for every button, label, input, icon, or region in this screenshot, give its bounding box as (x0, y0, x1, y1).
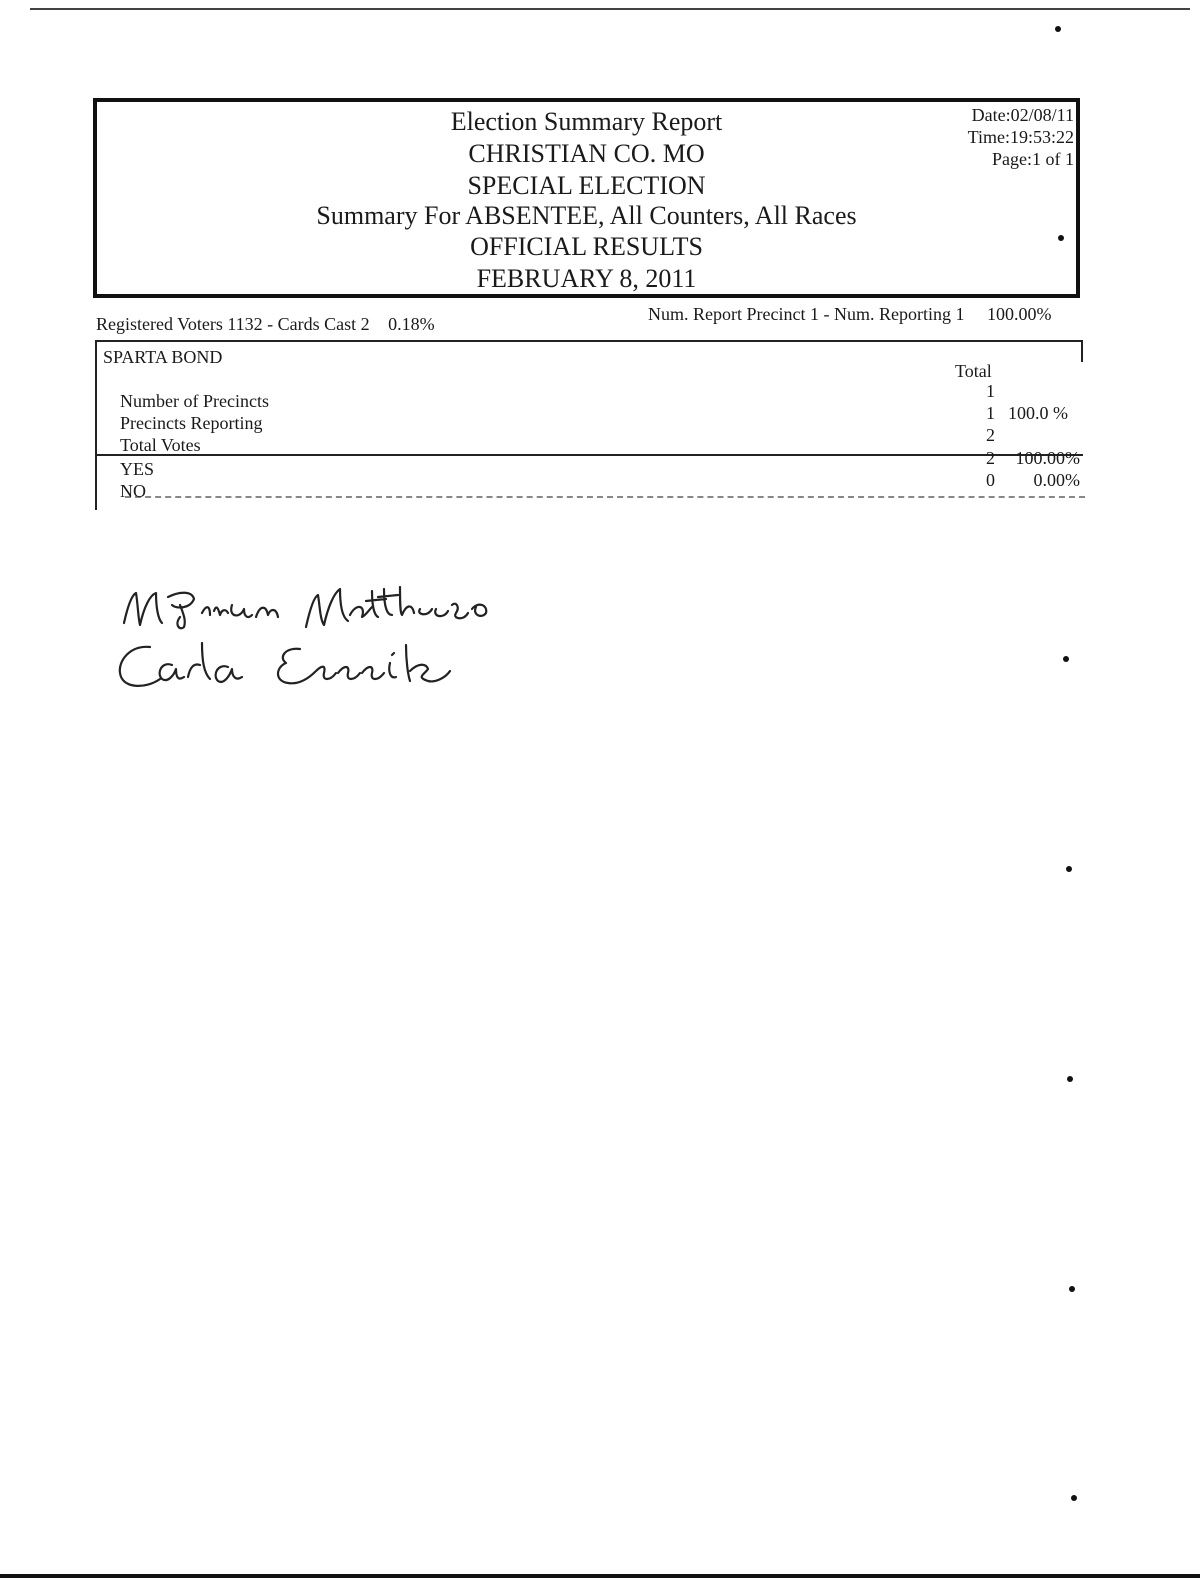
choice-label: YES (120, 459, 155, 479)
stat-value: 1 (986, 403, 995, 423)
report-date: Date:02/08/11 (971, 105, 1074, 125)
stat-value: 2 (986, 425, 995, 445)
choice-label: NO (120, 481, 146, 501)
scan-edge-bottom (0, 1574, 1200, 1578)
election-name: SPECIAL ELECTION (467, 171, 706, 200)
scan-speck (1069, 1286, 1075, 1292)
stat-percent: 100.0 % (1008, 403, 1068, 423)
total-column-header: Total (955, 361, 992, 381)
precincts-reporting-percent: 100.00% (986, 304, 1052, 324)
scan-speck (1066, 866, 1072, 872)
table-right-rule (1081, 340, 1083, 362)
choice-votes: 2 (986, 448, 995, 468)
stat-label: Total Votes (120, 435, 201, 455)
stat-value: 1 (986, 381, 995, 401)
scan-speck (1055, 26, 1061, 32)
registered-voters-line (96, 313, 435, 335)
stat-label: Number of Precincts (120, 391, 269, 411)
table-top-rule (95, 340, 1083, 342)
scan-edge-top (30, 8, 1190, 10)
stat-label: Precincts Reporting (120, 413, 263, 433)
signature-brian-matthews (124, 587, 486, 628)
report-header-box (93, 98, 1080, 298)
contest-name: SPARTA BOND (103, 347, 223, 367)
scan-speck (1063, 656, 1069, 662)
contest-table (95, 340, 1085, 510)
table-bottom-rule (125, 496, 1085, 498)
report-title: Election Summary Report (450, 107, 723, 136)
precincts-reporting-line (648, 303, 1051, 325)
turnout-percent: 0.18% (388, 314, 435, 334)
scan-speck (1071, 1495, 1077, 1501)
choice-percent: 100.00% (1015, 448, 1080, 468)
scan-speck (1067, 1076, 1073, 1082)
county-name: CHRISTIAN CO. MO (468, 139, 705, 168)
results-status: OFFICIAL RESULTS (470, 232, 703, 261)
choice-percent: 0.00% (1033, 470, 1080, 490)
choice-votes: 0 (986, 470, 995, 490)
table-left-rule (95, 340, 97, 510)
signatures (110, 565, 530, 705)
signature-carla-elerick (120, 643, 450, 686)
report-page: Page:1 of 1 (992, 149, 1074, 169)
table-divider (97, 454, 1083, 456)
registered-voters-text: Registered Voters 1132 - Cards Cast 2 (96, 314, 370, 334)
report-time: Time:19:53:22 (967, 127, 1074, 147)
precincts-reporting-text: Num. Report Precinct 1 - Num. Reporting 1 (648, 304, 965, 324)
summary-scope: Summary For ABSENTEE, All Counters, All Races (316, 201, 857, 230)
election-date: FEBRUARY 8, 2011 (476, 264, 697, 293)
